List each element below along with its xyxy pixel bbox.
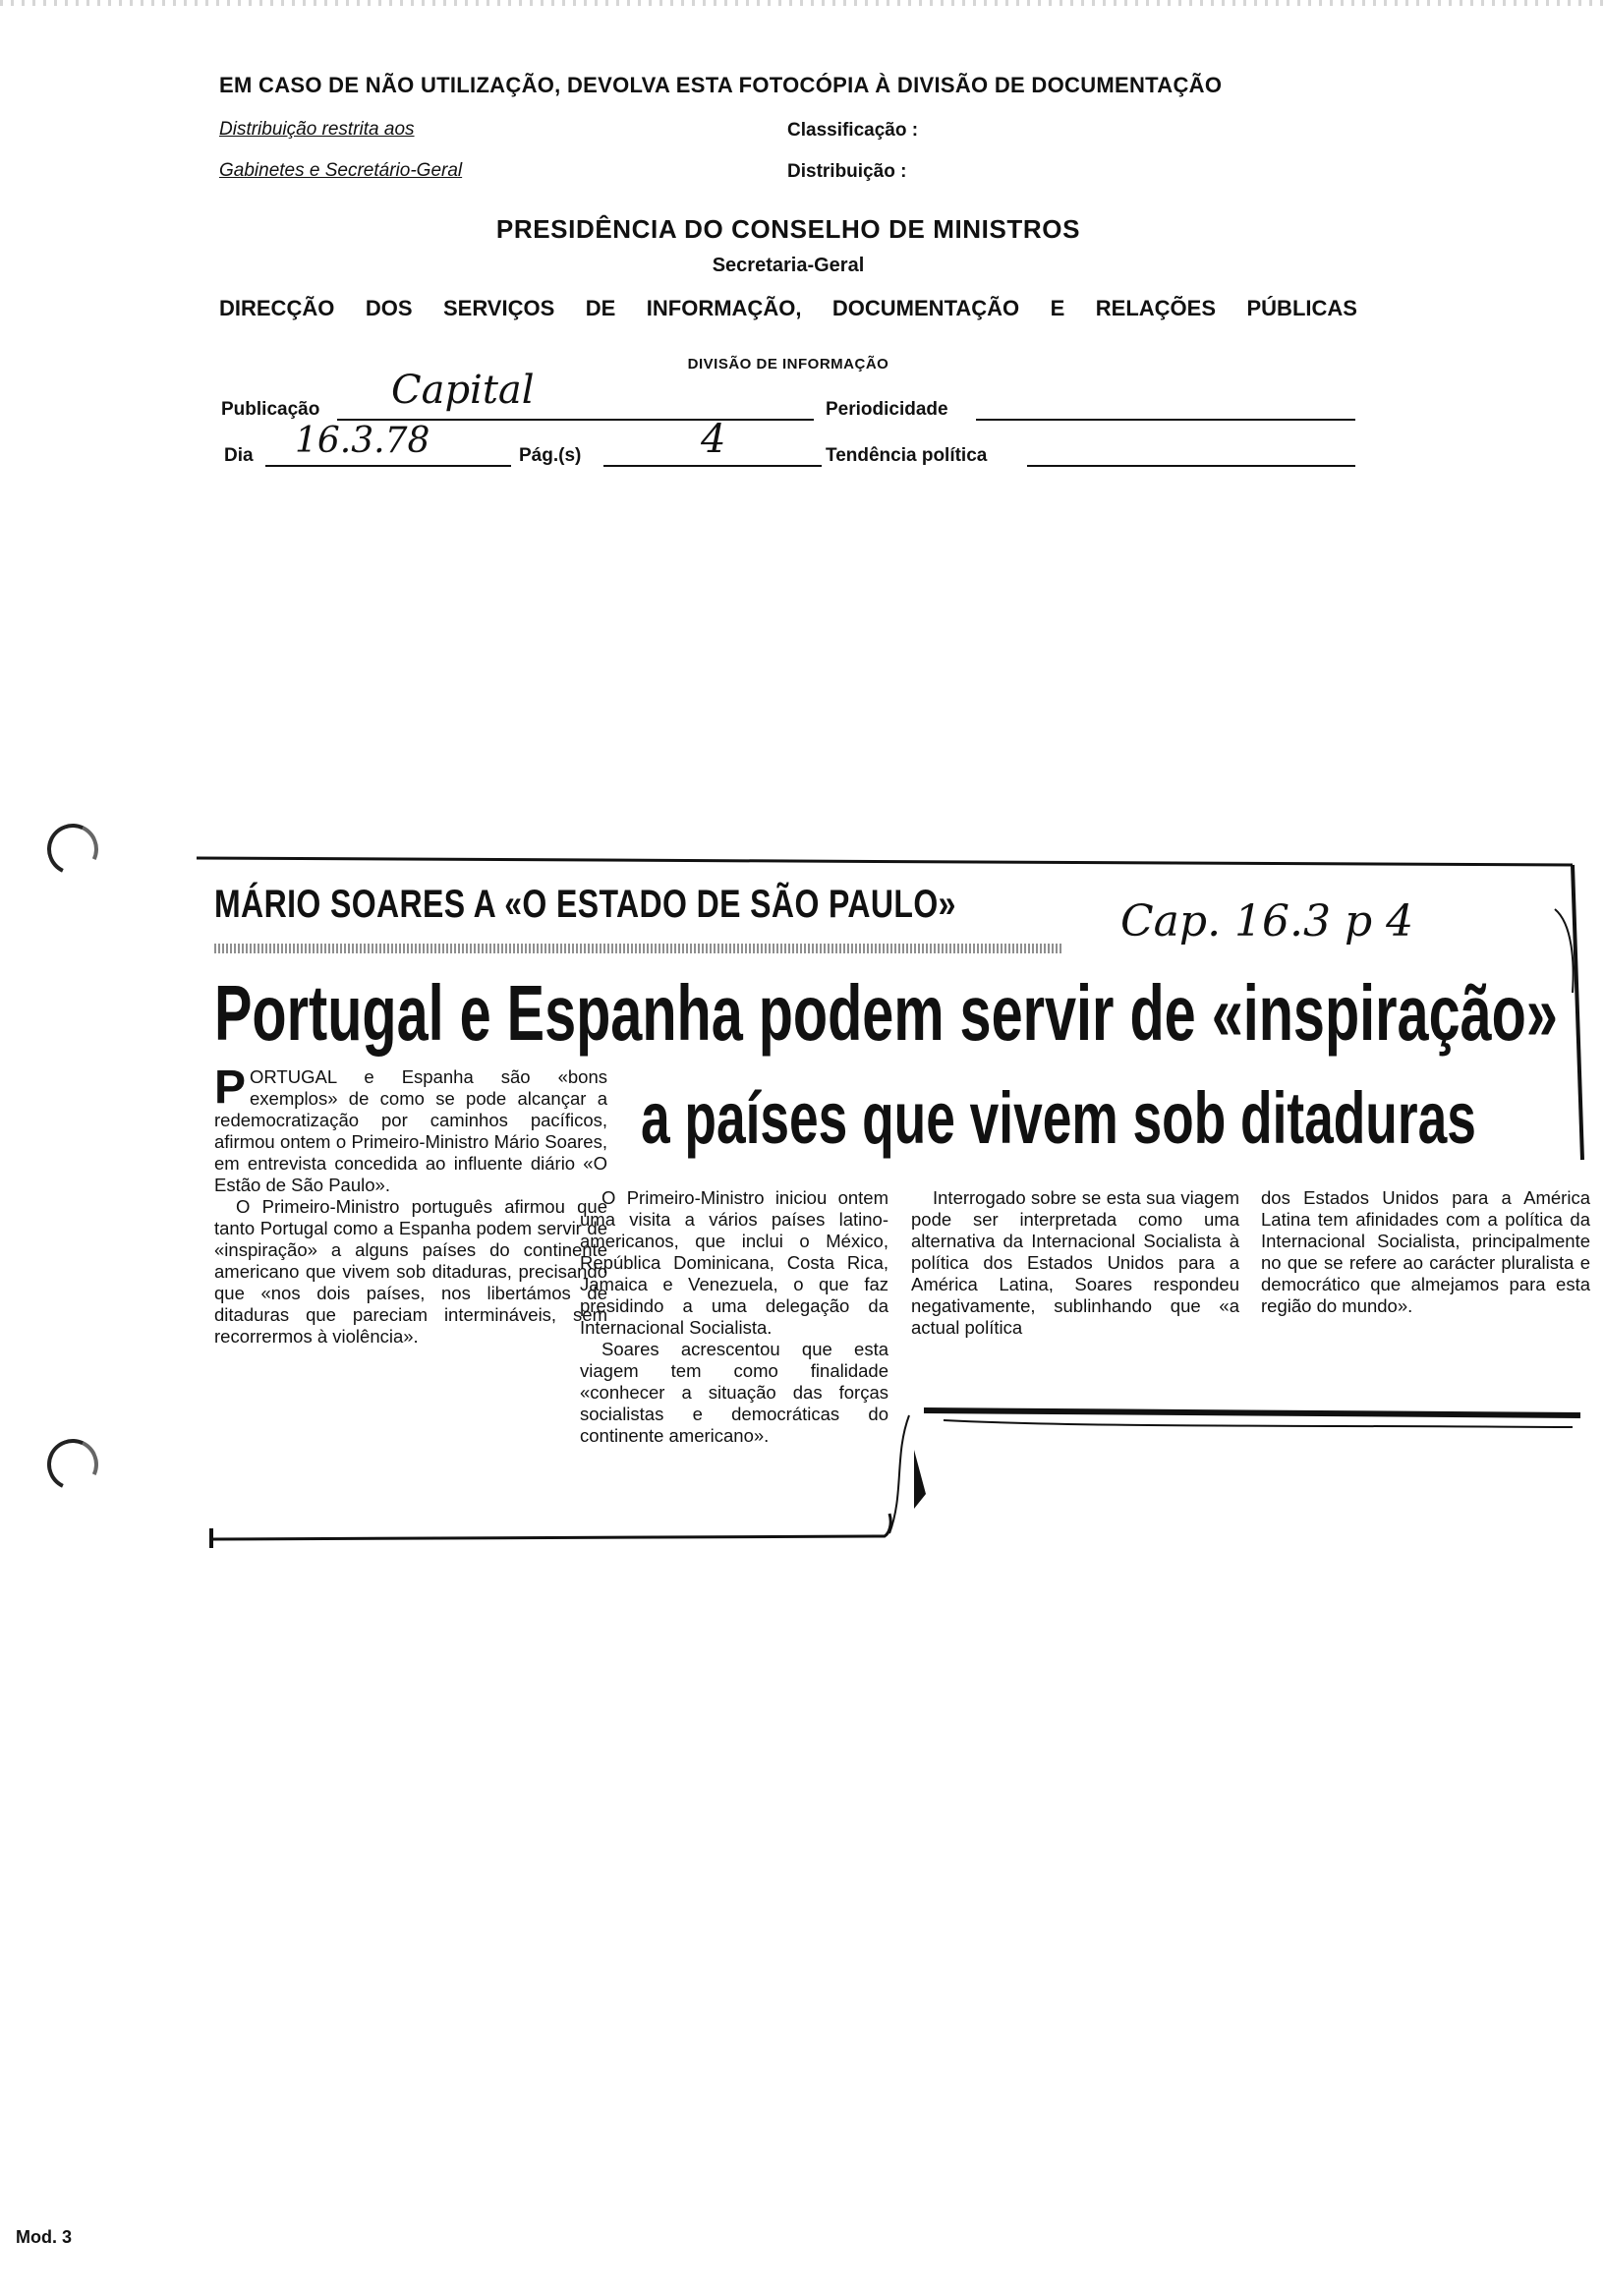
direccao-word: INFORMAÇÃO, bbox=[646, 296, 802, 320]
col3-paragraph-1: Interrogado sobre se esta sua viagem pode ser interpretada como uma alternativa da Internacional Socialista à política dos Estados Unidos para a América Latina, Soares respondeu negativamente, sublinhando que «a actual política bbox=[911, 1187, 1239, 1338]
presidency-title: PRESIDÊNCIA DO CONSELHO DE MINISTROS bbox=[495, 214, 1081, 244]
direccao-word: DOS bbox=[365, 296, 413, 320]
direccao-word: E bbox=[1050, 296, 1065, 320]
dia-label: Dia bbox=[224, 445, 254, 466]
headline-line1: Portugal e Espanha podem servir de «inspiração» bbox=[214, 969, 1558, 1057]
direccao-word: PÚBLICAS bbox=[1246, 296, 1357, 320]
distribuicao-label: Distribuição : bbox=[787, 161, 907, 182]
article-column-2 bbox=[580, 1187, 888, 1447]
col2-paragraph-1: O Primeiro-Ministro iniciou ontem uma visita a vários países latino-americanos, que inclui o México, República Dominicana, Costa Rica, Jamaica e Venezuela, o que faz presidindo a uma delegação da Internacional Socialista. bbox=[580, 1187, 888, 1338]
col1-paragraph-2: O Primeiro-Ministro português afirmou que tanto Portugal como a Espanha podem servir de «inspiração» a alguns países do continente americano que vivem sob ditaduras, precisando que «nos dois países, nos libertámos de ditaduras que pareciam intermináveis, sem recorrermos à violência». bbox=[214, 1196, 607, 1347]
pags-label: Pág.(s) bbox=[519, 445, 582, 466]
secretaria-geral: Secretaria-Geral bbox=[712, 255, 865, 276]
dia-handwritten: 16.3.78 bbox=[295, 421, 430, 461]
divisao-informacao: DIVISÃO DE INFORMAÇÃO bbox=[687, 356, 889, 373]
col1-lead: ORTUGAL e Espanha são «bons exemplos» de como se pode alcançar a redemocratização por caminhos pacíficos, afirmou ontem o Primeiro-Ministro Mário Soares, em entrevista concedida ao influente diário «O Estão de São Paulo». bbox=[214, 1066, 607, 1195]
classificacao-label: Classificação : bbox=[787, 120, 919, 141]
col4-paragraph-1: dos Estados Unidos para a América Latina tem afinidades com a política da Internacional Socialista, principalmente no que se refere ao carácter pluralista e democrático que almejamos para esta região do mundo». bbox=[1261, 1187, 1590, 1316]
restricted-distribution-line2: Gabinetes e Secretário-Geral bbox=[219, 160, 463, 181]
form-model-label: Mod. 3 bbox=[16, 2227, 72, 2247]
direccao-word: SERVIÇOS bbox=[442, 296, 555, 320]
headline-line2: a países que vivem sob ditaduras bbox=[641, 1077, 1476, 1159]
tendencia-label: Tendência política bbox=[826, 445, 988, 466]
direccao-word: RELAÇÕES bbox=[1095, 296, 1217, 320]
pags-handwritten: 4 bbox=[701, 417, 726, 462]
publicacao-label: Publicação bbox=[221, 399, 320, 420]
article-column-1 bbox=[214, 1062, 607, 1348]
article-column-4 bbox=[1261, 1187, 1590, 1317]
article-column-3 bbox=[911, 1187, 1239, 1339]
col2-paragraph-2: Soares acrescentou que esta viagem tem como finalidade «conhecer a situação das forças socialistas e democráticas do continente americano». bbox=[580, 1339, 888, 1446]
direccao-word: DE bbox=[585, 296, 616, 320]
direccao-word: DOCUMENTAÇÃO bbox=[831, 296, 1020, 320]
kicker-rule bbox=[214, 944, 1061, 953]
clipping-handwritten-ref: Cap. 16.3 p 4 bbox=[1120, 896, 1414, 947]
return-notice: EM CASO DE NÃO UTILIZAÇÃO, DEVOLVA ESTA FOTOCÓPIA À DIVISÃO DE DOCUMENTAÇÃO bbox=[219, 73, 1223, 97]
direccao-word: DIRECÇÃO bbox=[219, 296, 335, 320]
dropcap: P bbox=[214, 1062, 247, 1114]
restricted-distribution-line1: Distribuição restrita aos bbox=[219, 119, 415, 140]
periodicidade-label: Periodicidade bbox=[826, 399, 948, 420]
publicacao-handwritten: Capital bbox=[391, 368, 535, 413]
article-kicker: MÁRIO SOARES A «O ESTADO DE SÃO PAULO» bbox=[214, 883, 956, 926]
